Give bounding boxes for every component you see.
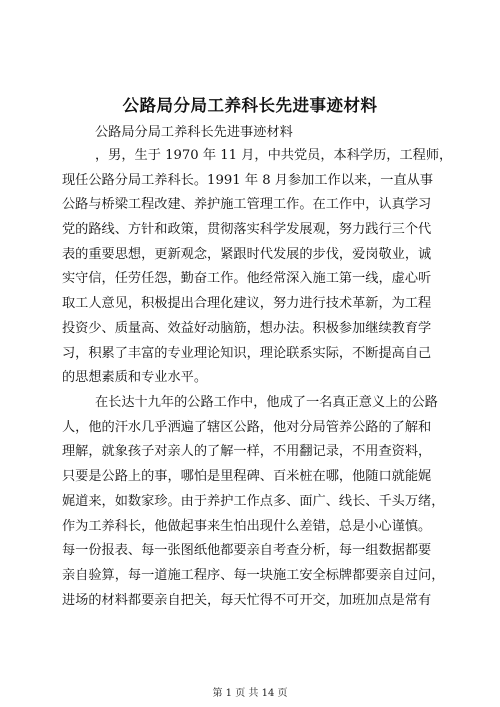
text-line: 只要是公路上的事，哪怕是里程碑、百米桩在哪，他随口就能娓 [62,469,432,484]
text-line: 公路与桥梁工程改建、养护施工管理工作。在工作中，认真学习 [62,197,432,212]
text-line: 习，积累了丰富的专业理论知识，理论联系实际，不断提高自己 [62,346,432,361]
text-line: 亲自验算，每一道施工程序、每一块施工安全标牌都要亲自过问， [62,568,445,583]
page-footer: 第 1 页 共 14 页 [212,688,288,699]
text-line: 娓道来，如数家珍。由于养护工作点多、面广、线长、千头万绪， [62,494,445,509]
text-line: 表的重要思想，更新观念，紧跟时代发展的步伐，爱岗敬业，诚 [62,247,432,262]
document-subtitle: 公路局分局工养科长先进事迹材料 [95,125,293,140]
text-line: 人，他的汗水几乎洒遍了辖区公路，他对分局管养公路的了解和 [62,420,432,435]
text-line: 在长达十九年的公路工作中，他成了一名真正意义上的公路 [95,395,438,410]
text-line: ，男，生于 1970 年 11 月，中共党员，本科学历，工程师， [95,148,453,163]
text-line: 理解，就象孩子对亲人的了解一样，不用翻记录，不用查资料， [62,444,432,459]
text-line: 的思想素质和专业水平。 [62,370,208,385]
document-title: 公路局分局工养科长先进事迹材料 [122,96,378,115]
text-line: 实守信，任劳任怨，勤奋工作。他经常深入施工第一线，虚心听 [62,271,432,286]
text-line: 投资少、质量高、效益好动脑筋，想办法。积极参加继续教育学 [62,321,432,336]
text-line: 取工人意见，积极提出合理化建议，努力进行技术革新，为工程 [62,296,432,311]
text-line: 每一份报表、每一张图纸他都要亲自考查分析，每一组数据都要 [62,543,432,558]
text-line: 进场的材料都要亲自把关，每天忙得不可开交，加班加点是常有 [62,593,432,608]
text-line: 党的路线、方针和政策，贯彻落实科学发展观，努力践行三个代 [62,222,432,237]
text-line: 现任公路分局工养科长。1991 年 8 月参加工作以来，一直从事 [62,173,434,188]
text-line: 作为工养科长，他做起事来生怕出现什么差错，总是小心谨慎。 [62,519,432,534]
